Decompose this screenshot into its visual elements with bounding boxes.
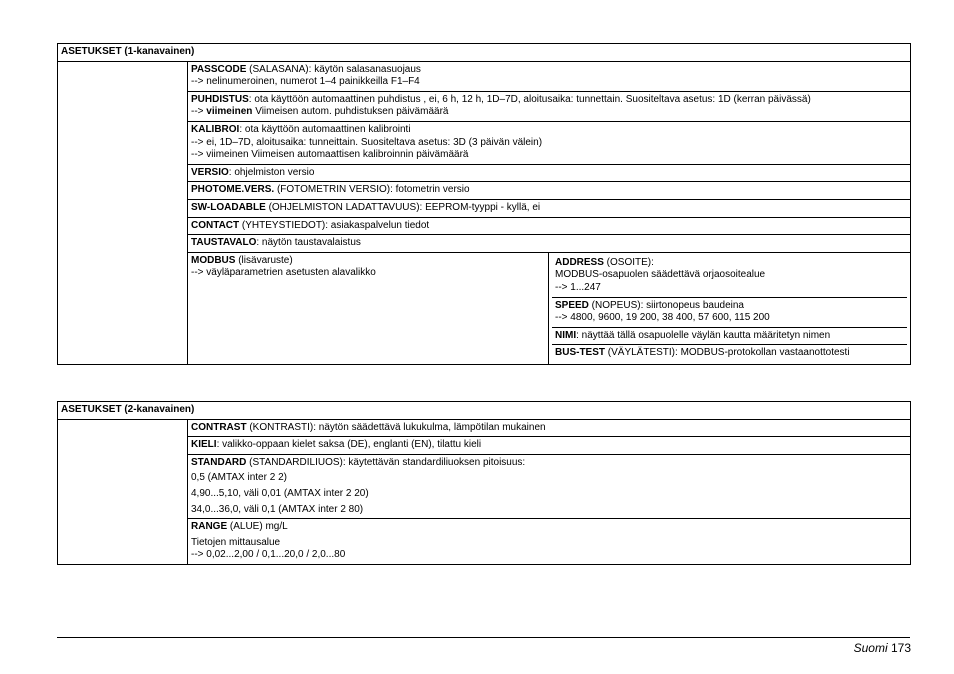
row-photome-vers: PHOTOME.VERS. (FOTOMETRIN VERSIO): fotometrin versio [188,182,911,200]
table-2-left-column [58,419,188,564]
row-kalibroi: KALIBROI: ota käyttöön automaattinen kalibrointi --> ei, 1D–7D, aloitusaika: tunneittain. Suositeltava asetus: 3D (3 päivän välein) --> viimeinen Viimeisen automaattisen kalibroinnin päivämäärä [188,121,911,164]
row-passcode: PASSCODE (SALASANA): käytön salasanasuojaus --> nelinumeroinen, numerot 1–4 painikkeilla F1–F4 [188,61,911,91]
row-puhdistus: PUHDISTUS: ota käyttöön automaattinen puhdistus , ei, 6 h, 12 h, 1D–7D, aloitusaika: tunnettain. Suositeltava asetus: 1D (kerran päivässä) --> viimeinen Viimeisen autom. puhdistuksen päivämäärä [188,91,911,121]
row-standard: STANDARD (STANDARDILIUOS): käytettävän standardiliuoksen pitoisuus: 0,5 (AMTAX inter 2 2) 4,90...5,10, väli 0,01 (AMTAX inter 2 20) 34,0...36,0, väli 0,1 (AMTAX inter 2 80) [188,454,911,518]
row-taustavalo: TAUSTAVALO: näytön taustavalaistus [188,235,911,253]
row-contrast: CONTRAST (KONTRASTI): näytön säädettävä lukukulma, lämpötilan mukainen [188,419,911,437]
page-footer [854,641,911,655]
table-1-header: ASETUKSET (1-kanavainen) [58,44,911,62]
row-sw-loadable: SW-LOADABLE (OHJELMISTON LADATTAVUUS): EEPROM-tyyppi - kyllä, ei [188,199,911,217]
row-address: ADDRESS (OSOITE): MODBUS-osapuolen säädettävä orjaosoitealue --> 1...247 [552,255,907,297]
footer-rule [57,637,910,638]
modbus-submenu [549,252,911,364]
footer-language: Suomi [853,641,888,655]
row-versio: VERSIO: ohjelmiston versio [188,164,911,182]
row-kieli: KIELI: valikko-oppaan kielet saksa (DE), englanti (EN), tilattu kieli [188,437,911,455]
row-speed: SPEED (NOPEUS): siirtonopeus baudeina --> 4800, 9600, 19 200, 38 400, 57 600, 115 200 [552,297,907,327]
settings-table-1ch [57,43,911,365]
row-contact: CONTACT (YHTEYSTIEDOT): asiakaspalvelun tiedot [188,217,911,235]
row-modbus: MODBUS (lisävaruste) --> väyläparametrien asetusten alavalikko [188,252,549,364]
row-bus-test: BUS-TEST (VÄYLÄTESTI): MODBUS-protokollan vastaanottotesti [555,347,850,359]
row-nimi: NIMI: näyttää tällä osapuolelle väylän kautta määritetyn nimen [552,327,907,345]
settings-table-2ch [57,401,911,565]
table-2-header: ASETUKSET (2-kanavainen) [58,402,911,420]
table-1-left-column [58,61,188,364]
row-range: RANGE (ALUE) mg/L Tietojen mittausalue --> 0,02...2,00 / 0,1...20,0 / 2,0...80 [188,519,911,565]
page-number: 173 [890,641,911,655]
